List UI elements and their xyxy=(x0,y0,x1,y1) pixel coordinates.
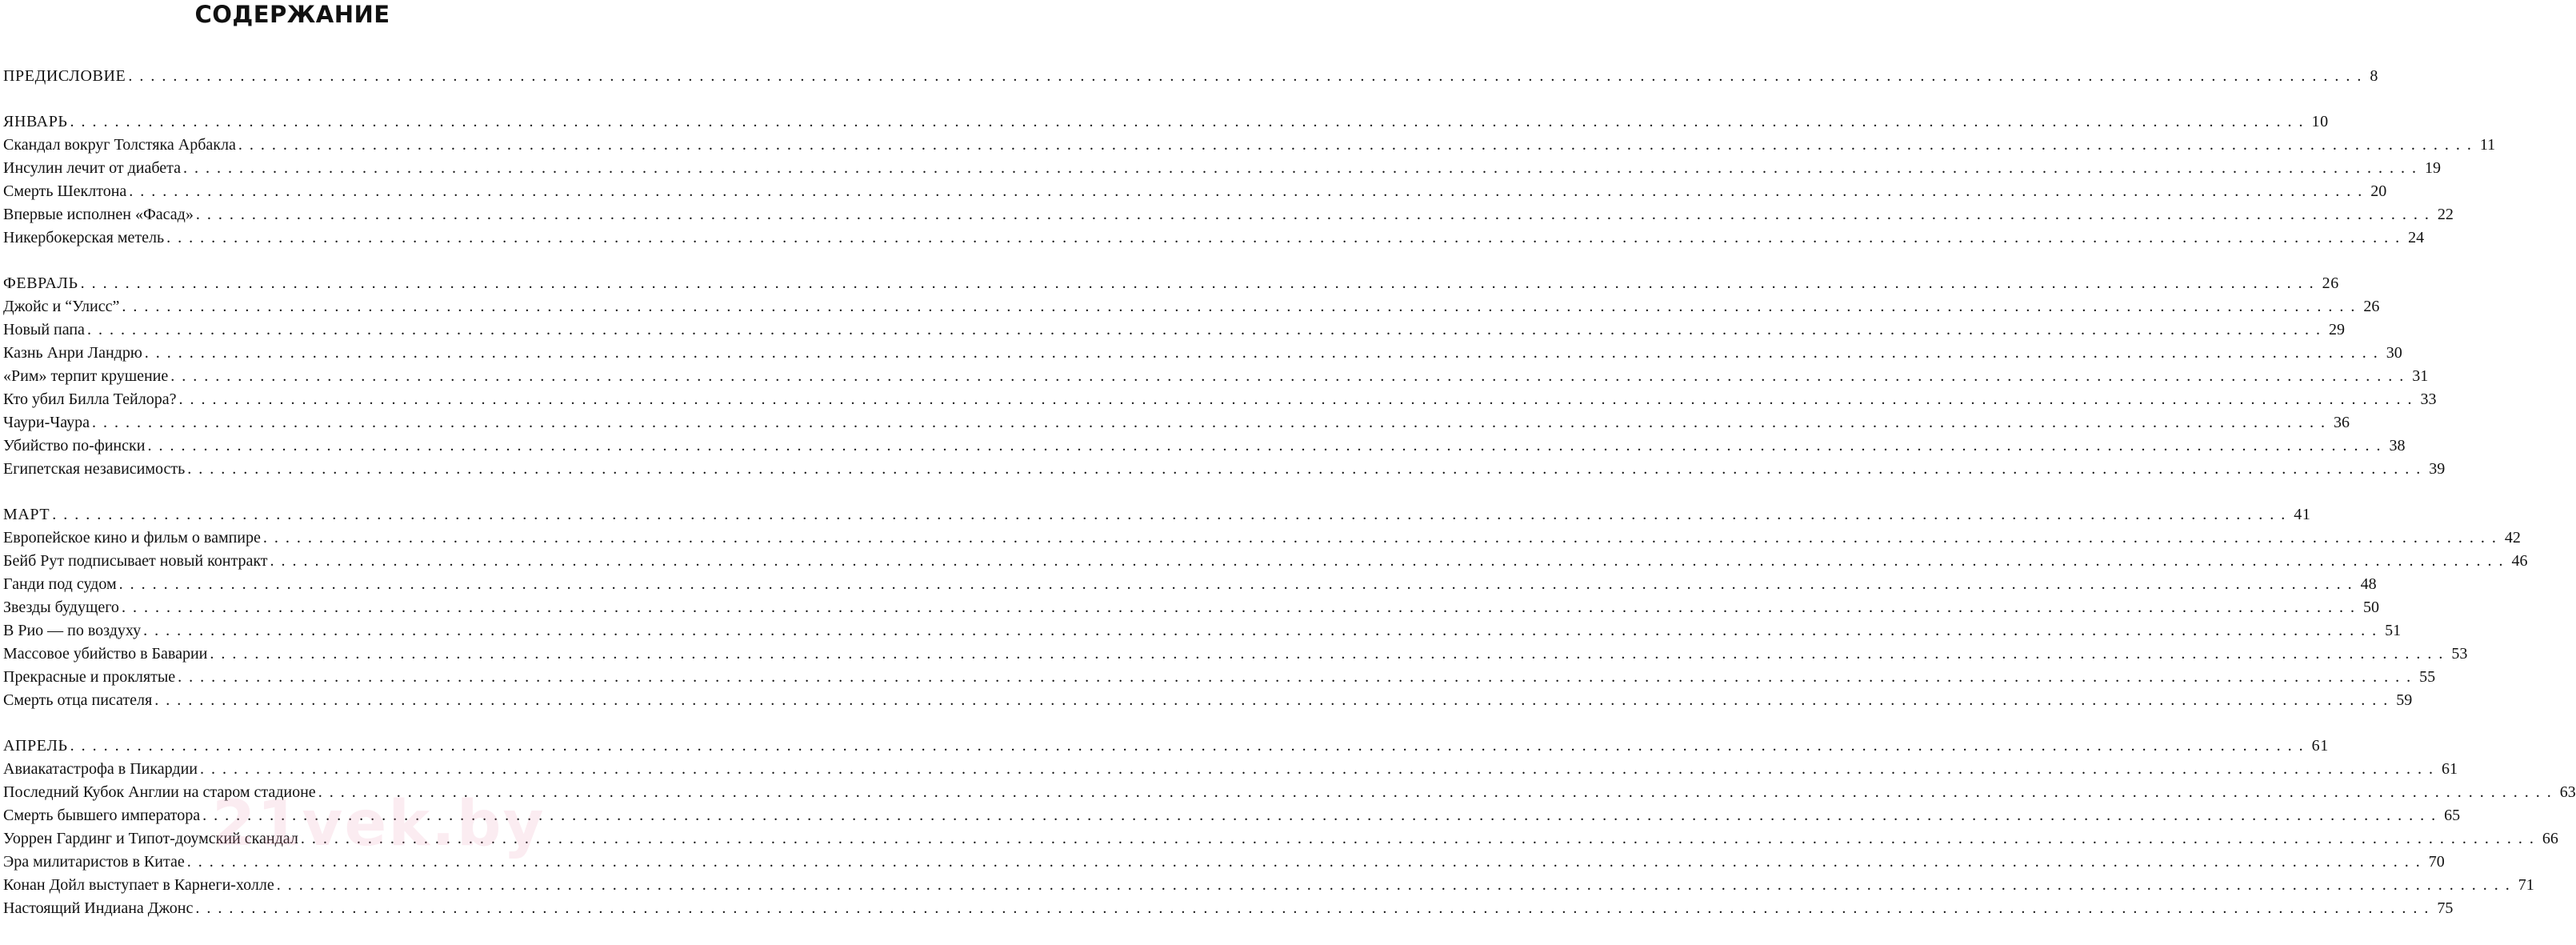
entry-page-number: 51 xyxy=(2385,622,2402,639)
entry-page-number: 24 xyxy=(2408,229,2425,246)
entry-page-number: 33 xyxy=(2420,390,2437,408)
entry-title: Смерть бывшего императора xyxy=(3,807,201,824)
dot-leader: ........................................................................................................................................................................................................ xyxy=(170,367,2411,385)
toc-entry xyxy=(3,182,2387,206)
toc-entry xyxy=(3,599,2379,622)
entry-title: Эра милитаристов в Китае xyxy=(3,853,185,871)
entry-page-number: 63 xyxy=(2559,783,2576,801)
toc-entry xyxy=(3,622,2402,645)
dot-leader: ........................................................................................................................................................................................................ xyxy=(238,136,2478,154)
dot-leader: ........................................................................................................................................................................................................ xyxy=(178,668,2418,686)
entry-page-number: 36 xyxy=(2333,414,2350,431)
dot-leader: ........................................................................................................................................................................................................ xyxy=(202,807,2443,824)
toc-entry xyxy=(3,853,2445,876)
toc-section-heading xyxy=(3,113,2329,136)
dot-leader: ........................................................................................................................................................................................................ xyxy=(70,737,2310,755)
dot-leader: ........................................................................................................................................................................................................ xyxy=(80,274,2321,292)
toc-section-heading xyxy=(3,274,2339,298)
dot-leader: ........................................................................................................................................................................................................ xyxy=(144,344,2385,362)
toc-entry xyxy=(3,206,2454,229)
toc-entry xyxy=(3,830,2558,853)
toc-entry xyxy=(3,552,2528,575)
entry-title: Последний Кубок Англии на старом стадионе xyxy=(3,783,316,801)
entry-page-number: 11 xyxy=(2479,136,2496,154)
dot-leader: ........................................................................................................................................................................................................ xyxy=(195,206,2436,223)
entry-title: Прекрасные и проклятые xyxy=(3,668,176,686)
entry-page-number: 53 xyxy=(2451,645,2468,663)
dot-leader: ........................................................................................................................................................................................................ xyxy=(262,529,2503,547)
dot-leader: ........................................................................................................................................................................................................ xyxy=(121,599,2362,616)
toc-entry xyxy=(3,760,2458,783)
dot-leader: ........................................................................................................................................................................................................ xyxy=(128,67,2369,85)
dot-leader: ........................................................................................................................................................................................................ xyxy=(154,691,2395,709)
entry-page-number: 30 xyxy=(2386,344,2402,362)
entry-page-number: 29 xyxy=(2328,321,2345,338)
entry-page-number: 50 xyxy=(2362,599,2379,616)
entry-title: Джойс и “Улисс” xyxy=(3,298,120,315)
entry-title: Звезды будущего xyxy=(3,599,119,616)
toc-section xyxy=(3,506,2528,715)
dot-leader: ........................................................................................................................................................................................................ xyxy=(118,575,2359,593)
toc-entry xyxy=(3,575,2377,599)
entry-page-number: 10 xyxy=(2311,113,2329,130)
entry-page-number: 20 xyxy=(2370,182,2387,200)
entry-title: АПРЕЛЬ xyxy=(3,737,68,755)
toc-entry xyxy=(3,691,2413,715)
watermark: 21vek.by xyxy=(212,788,546,860)
toc-entry xyxy=(3,414,2350,437)
entry-page-number: 66 xyxy=(2542,830,2558,847)
table-of-contents xyxy=(3,67,2576,945)
toc-section xyxy=(3,67,2378,90)
page-title: СОДЕРЖАНИЕ xyxy=(194,1,390,28)
toc-entry xyxy=(3,460,2446,483)
toc-entry xyxy=(3,321,2345,344)
entry-page-number: 48 xyxy=(2360,575,2377,593)
dot-leader: ........................................................................................................................................................................................................ xyxy=(195,899,2436,917)
entry-title: Авиакатастрофа в Пикардии xyxy=(3,760,198,778)
entry-title: Настоящий Индиана Джонс xyxy=(3,899,194,917)
entry-page-number: 65 xyxy=(2444,807,2461,824)
dot-leader: ........................................................................................................................................................................................................ xyxy=(300,830,2541,847)
dot-leader: ........................................................................................................................................................................................................ xyxy=(270,552,2510,570)
entry-page-number: 19 xyxy=(2425,159,2442,177)
toc-section xyxy=(3,737,2576,923)
toc-entry xyxy=(3,668,2436,691)
dot-leader: ........................................................................................................................................................................................................ xyxy=(210,645,2450,663)
dot-leader: ........................................................................................................................................................................................................ xyxy=(276,876,2517,894)
entry-page-number: 8 xyxy=(2370,67,2378,85)
entry-title: Смерть отца писателя xyxy=(3,691,153,709)
entry-page-number: 42 xyxy=(2504,529,2521,547)
toc-entry xyxy=(3,136,2496,159)
entry-title: Инсулин лечит от диабета xyxy=(3,159,182,177)
entry-page-number: 26 xyxy=(2322,274,2339,292)
toc-section xyxy=(3,274,2446,483)
entry-page-number: 26 xyxy=(2363,298,2380,315)
entry-title: Скандал вокруг Толстяка Арбакла xyxy=(3,136,236,154)
dot-leader: ........................................................................................................................................................................................................ xyxy=(200,760,2440,778)
entry-title: Впервые исполнен «Фасад» xyxy=(3,206,194,223)
entry-page-number: 41 xyxy=(2294,506,2311,523)
dot-leader: ........................................................................................................................................................................................................ xyxy=(86,321,2327,338)
entry-title: Уоррен Гардинг и Типот-доумский скандал xyxy=(3,830,298,847)
toc-section-heading xyxy=(3,506,2311,529)
dot-leader: ........................................................................................................................................................................................................ xyxy=(178,390,2419,408)
entry-title: ФЕВРАЛЬ xyxy=(3,274,78,292)
entry-page-number: 61 xyxy=(2311,737,2329,755)
entry-title: Европейское кино и фильм о вампире xyxy=(3,529,261,547)
dot-leader: ........................................................................................................................................................................................................ xyxy=(129,182,2370,200)
entry-title: «Рим» терпит крушение xyxy=(3,367,169,385)
entry-title: ЯНВАРЬ xyxy=(3,113,68,130)
dot-leader: ........................................................................................................................................................................................................ xyxy=(166,229,2407,246)
entry-page-number: 39 xyxy=(2429,460,2446,478)
entry-page-number: 70 xyxy=(2428,853,2445,871)
toc-section xyxy=(3,113,2496,252)
entry-title: Кто убил Билла Тейлора? xyxy=(3,390,177,408)
entry-title: Бейб Рут подписывает новый контракт xyxy=(3,552,268,570)
toc-entry xyxy=(3,229,2425,252)
toc-section-heading xyxy=(3,67,2378,90)
entry-title: Смерть Шеклтона xyxy=(3,182,127,200)
dot-leader: ........................................................................................................................................................................................................ xyxy=(147,437,2388,454)
entry-title: Конан Дойл выступает в Карнеги-холле xyxy=(3,876,274,894)
toc-entry xyxy=(3,783,2576,807)
toc-entry xyxy=(3,807,2461,830)
entry-title: ПРЕДИСЛОВИЕ xyxy=(3,67,126,85)
entry-title: В Рио — по воздуху xyxy=(3,622,142,639)
entry-page-number: 61 xyxy=(2442,760,2458,778)
entry-title: Чаури-Чаура xyxy=(3,414,90,431)
toc-entry xyxy=(3,529,2521,552)
entry-title: Никербокерская метель xyxy=(3,229,165,246)
entry-page-number: 71 xyxy=(2518,876,2534,894)
dot-leader: ........................................................................................................................................................................................................ xyxy=(70,113,2310,130)
toc-entry xyxy=(3,344,2402,367)
entry-title: Казнь Анри Ландрю xyxy=(3,344,142,362)
dot-leader: ........................................................................................................................................................................................................ xyxy=(52,506,2293,523)
entry-page-number: 59 xyxy=(2396,691,2413,709)
dot-leader: ........................................................................................................................................................................................................ xyxy=(183,159,2424,177)
entry-title: Массовое убийство в Баварии xyxy=(3,645,208,663)
toc-entry xyxy=(3,645,2468,668)
dot-leader: ........................................................................................................................................................................................................ xyxy=(187,460,2428,478)
toc-entry xyxy=(3,367,2429,390)
entry-title: Ганди под судом xyxy=(3,575,117,593)
toc-entry xyxy=(3,159,2442,182)
toc-entry xyxy=(3,876,2534,899)
toc-entry xyxy=(3,390,2437,414)
entry-page-number: 38 xyxy=(2389,437,2406,454)
entry-page-number: 31 xyxy=(2412,367,2429,385)
entry-page-number: 46 xyxy=(2511,552,2528,570)
dot-leader: ........................................................................................................................................................................................................ xyxy=(143,622,2384,639)
dot-leader: ........................................................................................................................................................................................................ xyxy=(122,298,2362,315)
dot-leader: ........................................................................................................................................................................................................ xyxy=(91,414,2332,431)
entry-title: Новый папа xyxy=(3,321,85,338)
entry-title: Египетская независимость xyxy=(3,460,186,478)
entry-title: МАРТ xyxy=(3,506,50,523)
entry-title: Убийство по-фински xyxy=(3,437,146,454)
dot-leader: ........................................................................................................................................................................................................ xyxy=(318,783,2558,801)
toc-entry xyxy=(3,899,2454,923)
entry-page-number: 55 xyxy=(2419,668,2436,686)
dot-leader: ........................................................................................................................................................................................................ xyxy=(186,853,2427,871)
entry-page-number: 75 xyxy=(2437,899,2454,917)
toc-entry xyxy=(3,298,2380,321)
entry-page-number: 22 xyxy=(2437,206,2454,223)
toc-entry xyxy=(3,437,2406,460)
toc-section-heading xyxy=(3,737,2329,760)
